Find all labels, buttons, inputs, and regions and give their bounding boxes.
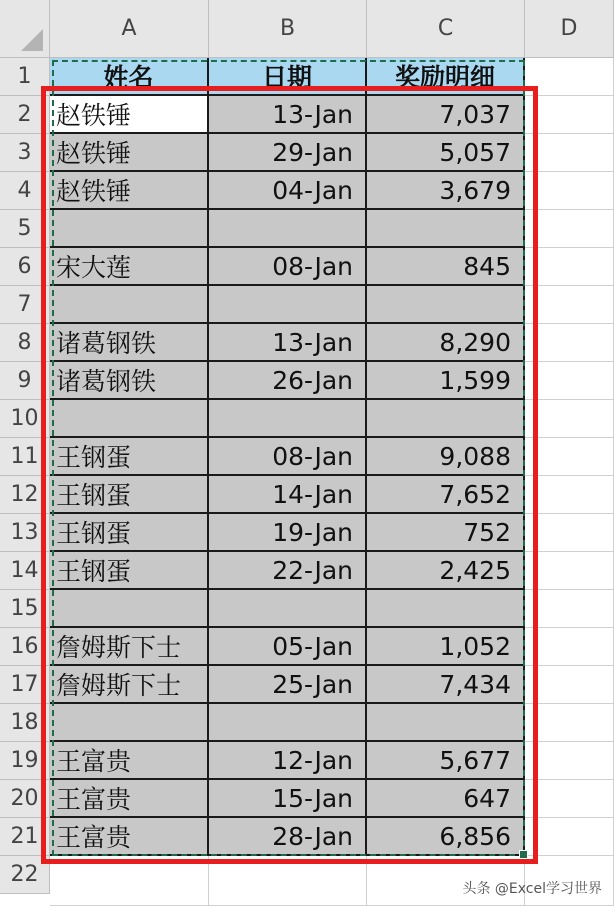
- cell-d12[interactable]: [525, 476, 614, 514]
- row-header-20[interactable]: 20: [0, 780, 50, 818]
- column-header-a[interactable]: A: [50, 0, 209, 58]
- row-header-8[interactable]: 8: [0, 324, 50, 362]
- cell-date[interactable]: 08-Jan: [209, 248, 367, 286]
- cell-d2[interactable]: [525, 96, 614, 134]
- cell-date[interactable]: 22-Jan: [209, 552, 367, 590]
- cell-name[interactable]: 王钢蛋: [50, 438, 209, 476]
- cell-amount[interactable]: 5,057: [367, 134, 525, 172]
- row-header-21[interactable]: 21: [0, 818, 50, 856]
- cell-name[interactable]: 王钢蛋: [50, 476, 209, 514]
- column-header-b[interactable]: B: [209, 0, 367, 58]
- cell-d20[interactable]: [525, 780, 614, 818]
- cell-amount[interactable]: 6,856: [367, 818, 525, 856]
- cell-amount[interactable]: [367, 704, 525, 742]
- cell-d16[interactable]: [525, 628, 614, 666]
- cell-amount[interactable]: [367, 286, 525, 324]
- cell-date[interactable]: 29-Jan: [209, 134, 367, 172]
- cell-name[interactable]: 王钢蛋: [50, 552, 209, 590]
- cell-name[interactable]: 王钢蛋: [50, 514, 209, 552]
- row-header-13[interactable]: 13: [0, 514, 50, 552]
- row-header-9[interactable]: 9: [0, 362, 50, 400]
- cell-d4[interactable]: [525, 172, 614, 210]
- row-header-5[interactable]: 5: [0, 210, 50, 248]
- cell-d15[interactable]: [525, 590, 614, 628]
- row-header-19[interactable]: 19: [0, 742, 50, 780]
- row-header-14[interactable]: 14: [0, 552, 50, 590]
- row-header-18[interactable]: 18: [0, 704, 50, 742]
- cell-amount[interactable]: [367, 210, 525, 248]
- cell-d13[interactable]: [525, 514, 614, 552]
- cell-date[interactable]: 26-Jan: [209, 362, 367, 400]
- cell-name[interactable]: 赵铁锤: [50, 134, 209, 172]
- row-header-7[interactable]: 7: [0, 286, 50, 324]
- cell-amount[interactable]: 8,290: [367, 324, 525, 362]
- row-header-22[interactable]: 22: [0, 856, 50, 894]
- cell-amount[interactable]: 647: [367, 780, 525, 818]
- cell-name[interactable]: [50, 704, 209, 742]
- cell-name[interactable]: 赵铁锤: [50, 96, 209, 134]
- cell-amount[interactable]: 7,434: [367, 666, 525, 704]
- cell-amount[interactable]: 7,652: [367, 476, 525, 514]
- row-header-6[interactable]: 6: [0, 248, 50, 286]
- row-header-3[interactable]: 3: [0, 134, 50, 172]
- cell-d1[interactable]: [525, 58, 614, 96]
- cell-amount[interactable]: 752: [367, 514, 525, 552]
- cell-d10[interactable]: [525, 400, 614, 438]
- cell-amount[interactable]: 9,088: [367, 438, 525, 476]
- cell-name[interactable]: 赵铁锤: [50, 172, 209, 210]
- cell-date[interactable]: 13-Jan: [209, 324, 367, 362]
- cell-date[interactable]: [209, 704, 367, 742]
- row-header-2[interactable]: 2: [0, 96, 50, 134]
- cell-amount[interactable]: 845: [367, 248, 525, 286]
- cell-date[interactable]: 12-Jan: [209, 742, 367, 780]
- cell-amount[interactable]: [367, 590, 525, 628]
- header-cell-amount[interactable]: 奖励明细: [367, 58, 525, 96]
- cell-name[interactable]: [50, 590, 209, 628]
- cell-d8[interactable]: [525, 324, 614, 362]
- cell-date[interactable]: 25-Jan: [209, 666, 367, 704]
- row-header-11[interactable]: 11: [0, 438, 50, 476]
- row-header-15[interactable]: 15: [0, 590, 50, 628]
- cell-d9[interactable]: [525, 362, 614, 400]
- cell-date[interactable]: 14-Jan: [209, 476, 367, 514]
- cell-amount[interactable]: 7,037: [367, 96, 525, 134]
- cell-name[interactable]: 王富贵: [50, 742, 209, 780]
- cell-d21[interactable]: [525, 818, 614, 856]
- cell-d7[interactable]: [525, 286, 614, 324]
- cell-date[interactable]: 08-Jan: [209, 438, 367, 476]
- cell-date[interactable]: 28-Jan: [209, 818, 367, 856]
- select-all-button[interactable]: [0, 0, 50, 58]
- cell-date[interactable]: [209, 400, 367, 438]
- watermark: 头条 @Excel学习世界: [462, 881, 602, 897]
- cell-name[interactable]: 王富贵: [50, 780, 209, 818]
- cell-name[interactable]: [50, 400, 209, 438]
- select-all-triangle-icon: [21, 29, 43, 51]
- cell-d19[interactable]: [525, 742, 614, 780]
- cell-date[interactable]: [209, 210, 367, 248]
- row-header-10[interactable]: 10: [0, 400, 50, 438]
- cell-d11[interactable]: [525, 438, 614, 476]
- row-header-1[interactable]: 1: [0, 58, 50, 96]
- cell-name[interactable]: [50, 286, 209, 324]
- cell-d6[interactable]: [525, 248, 614, 286]
- cell-date[interactable]: [209, 590, 367, 628]
- cell-d14[interactable]: [525, 552, 614, 590]
- row-header-4[interactable]: 4: [0, 172, 50, 210]
- cell-amount[interactable]: 1,599: [367, 362, 525, 400]
- cell-name[interactable]: 诸葛钢铁: [50, 362, 209, 400]
- cell-name[interactable]: 诸葛钢铁: [50, 324, 209, 362]
- header-cell-name[interactable]: 姓名: [50, 58, 209, 96]
- cell-d17[interactable]: [525, 666, 614, 704]
- cell-name[interactable]: 詹姆斯下士: [50, 628, 209, 666]
- cell-amount[interactable]: 2,425: [367, 552, 525, 590]
- cell-date[interactable]: [209, 286, 367, 324]
- cell-date[interactable]: 04-Jan: [209, 172, 367, 210]
- cell-amount[interactable]: 5,677: [367, 742, 525, 780]
- cell-name[interactable]: 詹姆斯下士: [50, 666, 209, 704]
- cell-name[interactable]: 宋大莲: [50, 248, 209, 286]
- cell-row22-b[interactable]: [209, 856, 367, 906]
- row-header-16[interactable]: 16: [0, 628, 50, 666]
- cell-date[interactable]: 13-Jan: [209, 96, 367, 134]
- cell-d5[interactable]: [525, 210, 614, 248]
- cell-name[interactable]: [50, 210, 209, 248]
- cell-name[interactable]: 王富贵: [50, 818, 209, 856]
- cell-amount[interactable]: 1,052: [367, 628, 525, 666]
- cell-row22-a[interactable]: [50, 856, 209, 906]
- cell-d3[interactable]: [525, 134, 614, 172]
- column-header-d[interactable]: D: [525, 0, 614, 58]
- column-header-c[interactable]: C: [367, 0, 525, 58]
- cell-amount[interactable]: 3,679: [367, 172, 525, 210]
- cell-amount[interactable]: [367, 400, 525, 438]
- cell-date[interactable]: 19-Jan: [209, 514, 367, 552]
- fill-handle[interactable]: [519, 850, 528, 859]
- header-cell-date[interactable]: 日期: [209, 58, 367, 96]
- cell-date[interactable]: 15-Jan: [209, 780, 367, 818]
- row-header-12[interactable]: 12: [0, 476, 50, 514]
- row-header-17[interactable]: 17: [0, 666, 50, 704]
- cell-date[interactable]: 05-Jan: [209, 628, 367, 666]
- cell-d18[interactable]: [525, 704, 614, 742]
